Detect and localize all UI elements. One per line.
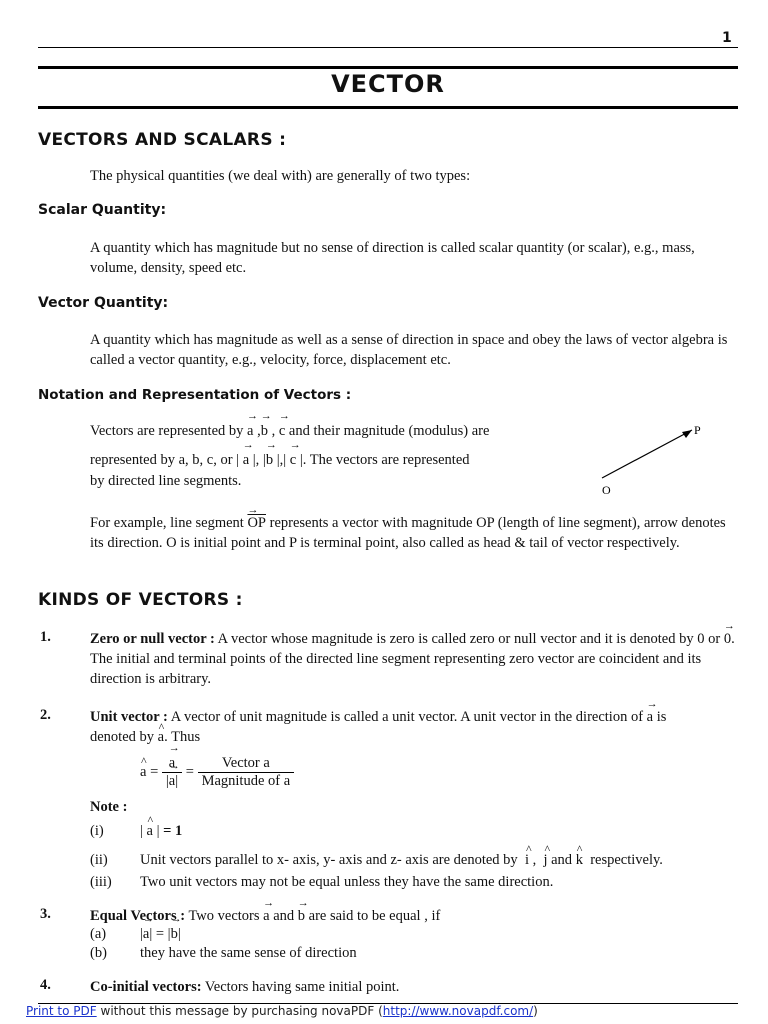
scalar-heading: Scalar Quantity:	[38, 202, 167, 218]
vector-op-figure	[594, 420, 714, 500]
intro-text: The physical quantities (we deal with) are generally of two types:	[90, 168, 471, 184]
op-line	[602, 430, 692, 478]
unit-vector-formula: ^ a = → $\frac{a}{|\to a|}$ = $\frac{\text{Vector a}}{\text{Magnitude of a}}$	[140, 755, 294, 790]
novapdf-url-link[interactable]: http://www.novapdf.com/	[382, 1004, 534, 1018]
top-rule	[38, 47, 738, 48]
item1-text: Zero or null vector : A vector whose magnitude is zero is called zero or null vector and it is denoted by 0 or → 0. The initial and terminal points of the directed line segment representing zero vector are coincident and its direction is arbitrary.	[90, 629, 740, 689]
item1-number: 1.	[40, 629, 51, 645]
print-to-pdf-link[interactable]: Print to PDF	[26, 1004, 97, 1018]
note-iii-number: (iii)	[90, 874, 112, 890]
notation-line-2: represented by a, b, c, or | → a |, |→ b |,| → c |. The vectors are represented	[90, 452, 470, 469]
notation-line-3: by directed line segments.	[90, 473, 242, 489]
item3-b-number: (b)	[90, 945, 107, 961]
section-heading-vectors-scalars: VECTORS AND SCALARS :	[38, 130, 287, 150]
item4-text: Co-initial vectors: Vectors having same initial point.	[90, 979, 400, 995]
title-rule-top	[38, 66, 738, 69]
item2-number: 2.	[40, 707, 51, 723]
item3-b-text: they have the same sense of direction	[140, 945, 357, 961]
notation-line-1: Vectors are represented by → a ,→ b , → c and their magnitude (modulus) are	[90, 423, 489, 440]
note-iii-text: Two unit vectors may not be equal unless they have the same direction.	[140, 874, 554, 890]
scalar-text: A quantity which has magnitude but no sense of direction is called scalar quantity (or scalar), e.g., mass, volume, density, speed etc.	[90, 240, 695, 276]
point-p-label: P	[694, 423, 701, 437]
footer: Print to PDF without this message by purchasing novaPDF (http://www.novapdf.com/)	[26, 1004, 538, 1018]
item3-a-text: |→ a| = |→ b|	[140, 926, 181, 943]
notation-heading: Notation and Representation of Vectors :	[38, 387, 352, 403]
vector-text: A quantity which has magnitude as well as a sense of direction in space and obey the laws of vector algebra is called a vector quantity, e.g., velocity, force, displacement etc.	[90, 332, 728, 368]
note-i-text: | ^ a | = 1	[140, 823, 182, 840]
item3-text: Equal Vectors : Two vectors → a and → b are said to be equal , if	[90, 906, 740, 926]
item2-text: Unit vector : A vector of unit magnitude is called a unit vector. A unit vector in the direction of → a is denoted by ^ a. Thus	[90, 707, 740, 747]
point-o-label: O	[602, 483, 611, 497]
section-heading-kinds: KINDS OF VECTORS :	[38, 590, 243, 610]
note-ii-number: (ii)	[90, 852, 108, 868]
vector-heading: Vector Quantity:	[38, 295, 169, 311]
note-label: Note :	[90, 799, 128, 815]
item3-a-number: (a)	[90, 926, 107, 942]
note-i-number: (i)	[90, 823, 104, 839]
note-ii-text: Unit vectors parallel to x- axis, y- axis and z- axis are denoted by ^ i , ^ j and ^ k respectively.	[140, 852, 663, 869]
title-rule-bottom	[38, 106, 738, 109]
page-number: 1	[722, 30, 732, 46]
op-arrowhead	[682, 430, 692, 438]
item3-number: 3.	[40, 906, 51, 922]
page-title: VECTOR	[331, 70, 445, 98]
footer-text: without this message by purchasing novaPDF (	[100, 1004, 383, 1018]
example-text: For example, line segment → $\overline{OP}$ represents a vector with magnitude OP (length of line segment), arrow denotes its direction. O is initial point and P is terminal point, also called as head & tail of vector respectively.	[90, 513, 740, 553]
item4-number: 4.	[40, 977, 51, 993]
